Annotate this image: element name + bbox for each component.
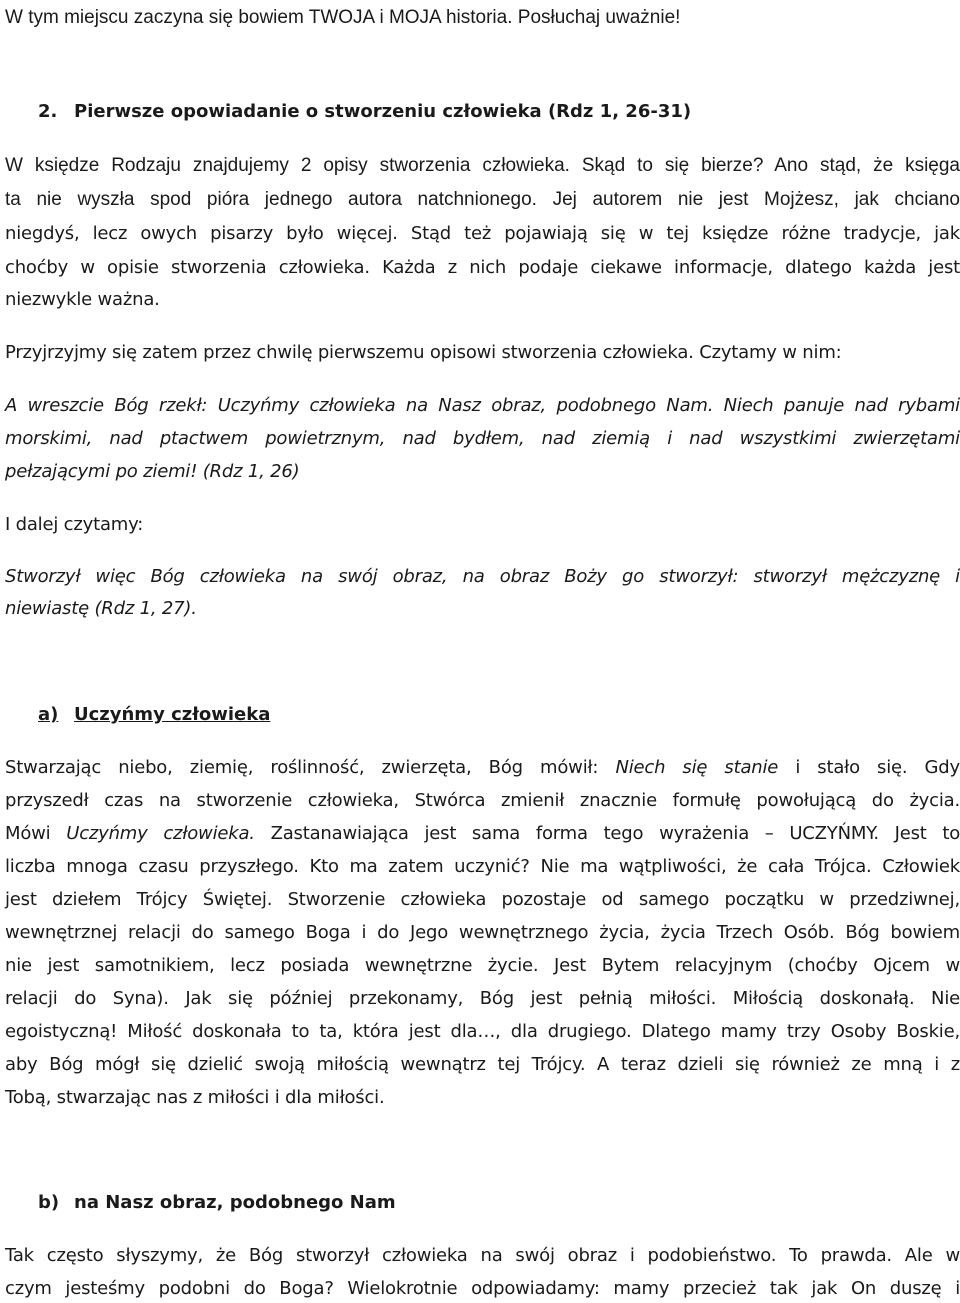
quote2-line: Stworzył więc Bóg człowieka na swój obraz, na obraz Boży go stworzył: stworzył mężczyznę i [5,566,960,587]
quote2-line: niewiastę (Rdz 1, 27). [5,598,197,619]
section-b-number: b) [38,1192,60,1213]
para1-line: W księdze Rodzaju znajdujemy 2 opisy stworzenia człowieka. Skąd to się bierze? Ano stąd, że księga [5,155,960,176]
section-2-title: Pierwsze opowiadanie o stworzeniu człowieka (Rdz 1, 26-31) [74,101,692,122]
para-a-l1-pre: Stwarzając niebo, ziemię, roślinność, zwierzęta, Bóg mówił: [5,757,599,778]
para-a-line [5,756,960,780]
para-a-line: wewnętrznej relacji do samego Boga i do Jego wewnętrznego życia, życia Trzech Osób. Bóg bowiem [5,922,960,943]
para-b-line: Tak często słyszymy, że Bóg stworzył człowieka na swój obraz i podobieństwo. To prawda. Ale w [5,1245,960,1266]
para2: Przyjrzyjmy się zatem przez chwilę pierwszemu opisowi stworzenia człowieka. Czytamy w nim: [5,342,842,363]
para-a-line: Tobą, stwarzając nas z miłości i dla miłości. [5,1087,385,1108]
para-a-line: jest dziełem Trójcy Świętej. Stworzenie człowieka pozostaje od samego początku w przedziwnej, [5,889,960,910]
para-a-line: relacji do Syna). Jak się później przekonamy, Bóg jest pełnią miłości. Miłością doskonałą. Nie [5,988,960,1009]
para-a-l1-post: i stało się. Gdy [795,757,960,778]
quote1-line: A wreszcie Bóg rzekł: Uczyńmy człowieka na Nasz obraz, podobnego Nam. Niech panuje nad rybami [5,395,960,416]
section-a-heading [38,703,270,727]
section-a-number: a) [38,704,59,725]
section-b-title: na Nasz obraz, podobnego Nam [74,1192,396,1213]
para3: I dalej czytamy: [5,514,144,535]
para1-line: ta nie wyszła spod pióra jednego autora natchnionego. Jej autorem nie jest Mojżesz, jak chciano [5,189,960,210]
section-b-heading [38,1191,396,1215]
para-a-l3-pre: Mówi [5,823,51,844]
para-a-line: egoistyczną! Miłość doskonała to ta, która jest dla…, dla drugiego. Dlatego mamy trzy Osoby Boskie, [5,1021,960,1042]
para1-line: niegdyś, lecz owych pisarzy było więcej. Stąd też pojawiają się w tej księdze różne tradycje, jak [5,223,960,244]
quote1-line: morskimi, nad ptactwem powietrznym, nad bydłem, nad ziemią i nad wszystkimi zwierzętami [5,428,960,449]
quote1-line: pełzającymi po ziemi! (Rdz 1, 26) [5,461,300,482]
intro-line: W tym miejscu zaczyna się bowiem TWOJA i MOJA historia. Posłuchaj uważnie! [5,7,681,28]
para1-line: choćby w opisie stworzenia człowieka. Każda z nich podaje ciekawe informacje, dlatego każda jest [5,257,960,278]
para-a-line: aby Bóg mógł się dzielić swoją miłością wewnątrz tej Trójcy. A teraz dzieli się również ze mną i z [5,1054,960,1075]
para-a-l3-post: Zastanawiająca jest sama forma tego wyrażenia – UCZYŃMY. Jest to [270,823,960,844]
para-a-line: nie jest samotnikiem, lecz posiada wewnętrzne życie. Jest Bytem relacyjnym (choćby Ojcem w [5,955,960,976]
para-a-line [5,822,960,846]
para1-line: niezwykle ważna. [5,289,160,310]
para-a-line: przyszedł czas na stworzenie człowieka, Stwórca zmienił znacznie formułę powołującą do życia. [5,790,960,811]
para-a-line: liczba mnoga czasu przyszłego. Kto ma zatem uczynić? Nie ma wątpliwości, że cała Trójca. Człowiek [5,856,960,877]
para-a-l3-italic: Uczyńmy człowieka. [66,823,255,844]
section-2-number: 2. [38,101,58,122]
section-2-heading [38,100,691,124]
para-a-l1-italic: Niech się stanie [615,757,779,778]
section-a-title: Uczyńmy człowieka [74,704,271,725]
para-b-line: czym jesteśmy podobni do Boga? Wielokrotnie odpowiadamy: mamy przecież tak jak On duszę i [5,1278,960,1299]
